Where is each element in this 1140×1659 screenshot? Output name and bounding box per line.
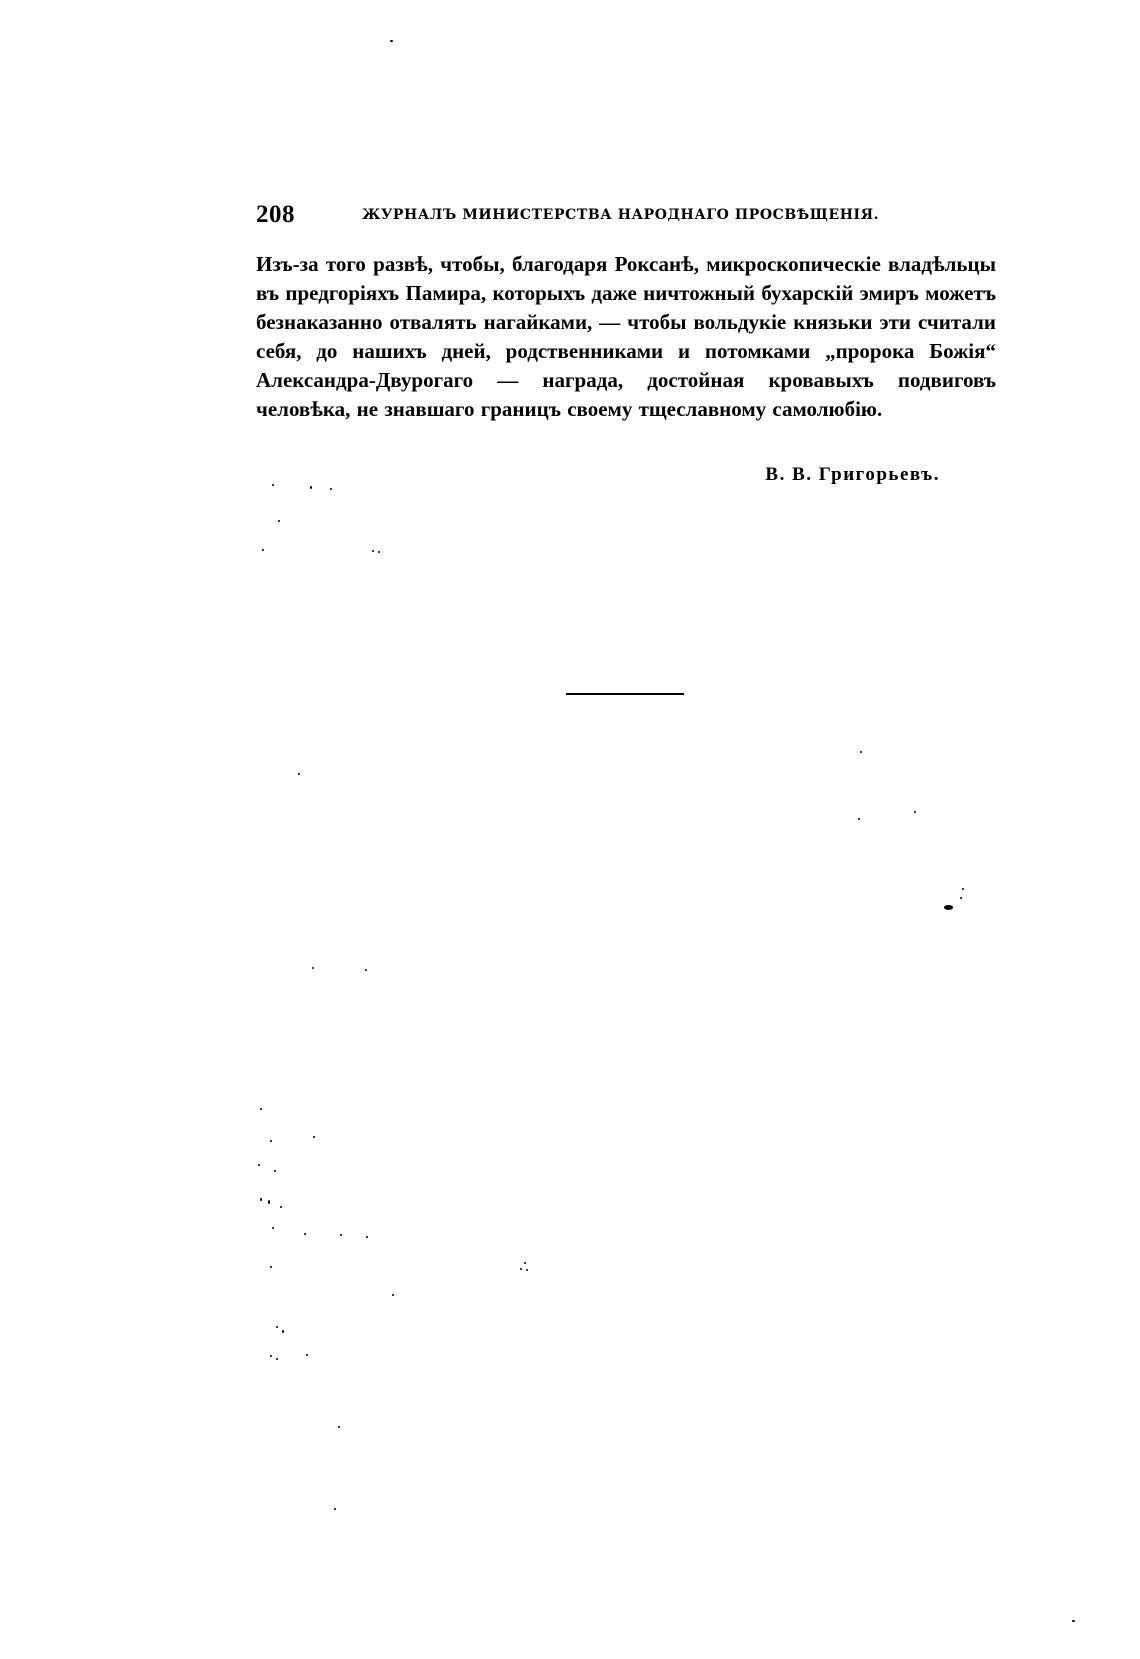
- scan-speck: [524, 1262, 526, 1264]
- scan-speck: [268, 1200, 270, 1204]
- scan-speck: [914, 811, 916, 813]
- scan-speck: [276, 1358, 278, 1360]
- scan-speck: [365, 969, 367, 971]
- scan-speck: [280, 1206, 282, 1208]
- scan-speck: [270, 1266, 272, 1268]
- scan-speck: [526, 1269, 528, 1271]
- scan-speck: [860, 751, 862, 753]
- scan-speck: [366, 1236, 368, 1238]
- scan-speck: [960, 897, 962, 899]
- scan-speck: [520, 1268, 522, 1270]
- scan-speck: [272, 484, 274, 486]
- scan-speck: [330, 488, 332, 490]
- scan-speck: [962, 888, 964, 890]
- body-paragraph: Изъ-за того развѣ, чтобы, благодаря Роксанѣ, микроскопическіе владѣльцы въ предгоріяхъ Памира, которыхъ даже ничтожный бухарскій эмиръ можетъ безнаказанно отвалять нагайками, — чтобы вольдукіе князьки эти считали себя, до нашихъ дней, родственниками и потомками „пророка Божія“ Александра-Двурогаго — награда, достойная кровавыхъ подвиговъ человѣка, не знавшаго границъ своему тщеславному самолюбію.: [256, 252, 996, 421]
- scan-speck: [334, 1508, 336, 1510]
- scan-speck: [274, 1170, 276, 1172]
- scan-speck: [260, 1108, 262, 1110]
- scan-speck: [944, 905, 953, 910]
- scan-speck: [270, 1140, 272, 1142]
- scan-speck: [276, 1326, 278, 1328]
- scan-speck: [1072, 1620, 1075, 1622]
- scan-speck: [392, 1294, 394, 1296]
- scan-speck: [282, 1330, 284, 1333]
- scan-speck: [306, 1354, 308, 1356]
- scan-speck: [260, 1198, 262, 1201]
- scan-speck: [258, 1164, 260, 1166]
- scan-speck: [262, 549, 264, 551]
- scan-speck: [313, 1136, 315, 1138]
- journal-title: ЖУРНАЛЪ МИНИСТЕРСТВА НАРОДНАГО ПРОСВѢЩЕНІЯ.: [362, 207, 880, 223]
- scan-speck: [272, 1227, 274, 1229]
- scan-speck: [310, 486, 312, 489]
- scan-speck: [278, 520, 280, 522]
- scan-speck: [372, 550, 374, 552]
- author-signature: В. В. Григорьевъ.: [765, 464, 940, 485]
- page-number: 208: [256, 201, 295, 228]
- scan-speck: [378, 551, 380, 553]
- section-end-rule: [566, 693, 684, 695]
- running-head: [256, 200, 996, 230]
- scan-speck: [304, 1233, 306, 1235]
- scan-speck: [270, 1355, 272, 1357]
- scan-speck: [298, 773, 300, 775]
- scan-speck: [858, 818, 860, 820]
- scan-speck: [338, 1426, 340, 1428]
- scan-speck: [312, 967, 314, 969]
- scan-speck: [340, 1234, 342, 1236]
- scan-speck: [390, 40, 393, 42]
